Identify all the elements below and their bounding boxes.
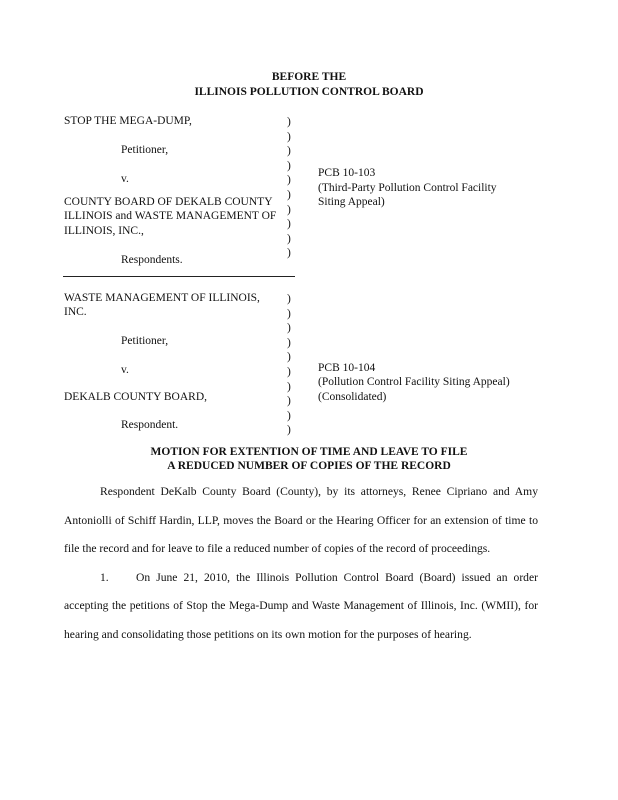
case2-respondent-name: DEKALB COUNTY BOARD,	[64, 391, 208, 403]
case1-petitioner-label: Petitioner,	[121, 144, 169, 156]
case1-respondent-line1: COUNTY BOARD OF DEKALB COUNTY	[64, 196, 273, 208]
intro-paragraph: Respondent DeKalb County Board (County), by its attorneys, Renee Cipriano and Amy Antoniolli of Schiff Hardin, LLP, moves the Board or the Hearing Officer for an extension of time to file the record and for leave to file a reduced number of copies of the record of proceedings.	[64, 485, 538, 555]
case1-respondent-label: Respondents.	[121, 254, 183, 266]
case2-versus: v.	[121, 364, 129, 376]
case1-paren-column: ) ) ) ) ) ) ) ) ) )	[287, 116, 291, 260]
case1-respondent-line2: ILLINOIS and WASTE MANAGEMENT OF	[64, 210, 277, 222]
motion-body	[64, 478, 538, 649]
case1-respondent-line3: ILLINOIS, INC.,	[64, 225, 144, 237]
numbered-paragraph-1	[64, 564, 538, 650]
case2-respondent-label: Respondent.	[121, 419, 179, 431]
case2-petitioner-line1: WASTE MANAGEMENT OF ILLINOIS,	[64, 292, 260, 304]
paragraph-text: On June 21, 2010, the Illinois Pollution Control Board (Board) issued an order accepting the petitions of Stop the Mega-Dump and Waste Management of Illinois, Inc. (WMII), for hearing and consolidating those petitions on its own motion for the purposes of hearing.	[64, 570, 538, 641]
case1-petitioner-name: STOP THE MEGA-DUMP,	[64, 115, 192, 127]
case1-desc-line2: Siting Appeal)	[318, 196, 385, 208]
motion-title-line1: MOTION FOR EXTENTION OF TIME AND LEAVE TO FILE	[150, 446, 468, 458]
case2-paren-column: ) ) ) ) ) ) ) ) ) )	[287, 293, 291, 437]
case2-desc-line2: (Consolidated)	[318, 391, 387, 403]
caption-divider	[63, 276, 295, 277]
paragraph-number: 1.	[100, 570, 109, 584]
case1-desc-line1: (Third-Party Pollution Control Facility	[318, 182, 497, 194]
case1-number: PCB 10-103	[318, 167, 376, 179]
case2-desc-line1: (Pollution Control Facility Siting Appeal)	[318, 376, 510, 388]
case2-petitioner-line2: INC.	[64, 306, 87, 318]
case2-petitioner-label: Petitioner,	[121, 335, 169, 347]
header-before-the: BEFORE THE	[271, 71, 347, 83]
motion-title-line2: A REDUCED NUMBER OF COPIES OF THE RECORD	[167, 460, 451, 472]
case2-number: PCB 10-104	[318, 362, 376, 374]
case1-versus: v.	[121, 173, 129, 185]
header-board-name: ILLINOIS POLLUTION CONTROL BOARD	[194, 86, 424, 98]
